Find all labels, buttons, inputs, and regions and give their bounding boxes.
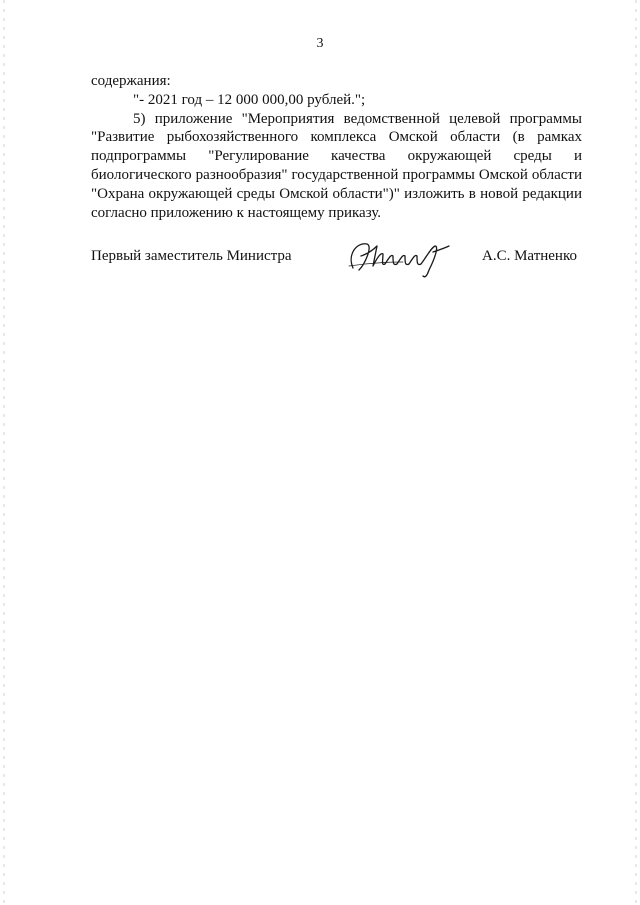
signature-block <box>91 236 582 284</box>
scan-edge-right <box>635 0 637 905</box>
document-body <box>91 72 582 222</box>
signatory-name: А.С. Матненко <box>482 248 577 264</box>
body-paragraph-item-5: 5) приложение "Мероприятия ведомственной целевой программы "Развитие рыбохозяйственного комплекса Омской области (в рамках подпрограммы "Регулирование качества окружающей среды и биологического разнообразия" государственной программы Омской области "Охрана окружающей среды Омской области")" изложить в новой редакции согласно приложению к настоящему приказу. <box>91 110 582 221</box>
signatory-position: Первый заместитель Министра <box>91 248 292 264</box>
scan-edge-left <box>3 0 5 905</box>
body-line-year-amount: "- 2021 год – 12 000 000,00 рублей."; <box>133 91 366 108</box>
handwritten-signature <box>343 236 453 280</box>
page-number: 3 <box>316 36 324 51</box>
body-line-content: содержания: <box>91 73 171 89</box>
